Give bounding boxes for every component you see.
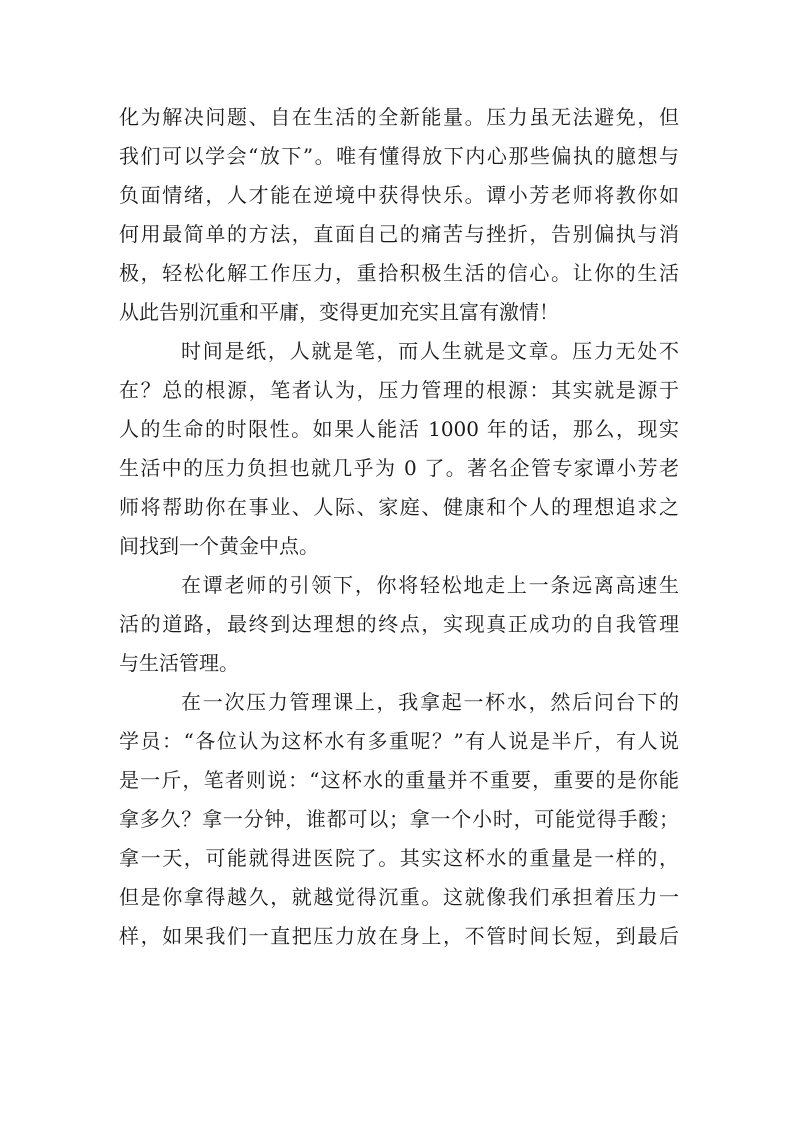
text-line: 拿一天，可能就得进医院了。其实这杯水的重量是一样的， bbox=[119, 846, 679, 870]
text-line: 是一斤，笔者则说：“这杯水的重量并不重要，重要的是你能 bbox=[119, 768, 679, 792]
text-line: 我们可以学会“放下”。唯有懂得放下内心那些偏执的臆想与 bbox=[119, 144, 679, 168]
text-line: 人的生命的时限性。如果人能活 1000 年的话，那么，现实 bbox=[119, 417, 679, 441]
text-line: 生活中的压力负担也就几乎为 0 了。著名企管专家谭小芳老 bbox=[119, 456, 679, 480]
text-line: 从此告别沉重和平庸，变得更加充实且富有激情！ bbox=[119, 300, 559, 324]
text-line: 化为解决问题、自在生活的全新能量。压力虽无法避免，但 bbox=[119, 105, 679, 129]
paragraph-1 bbox=[119, 98, 679, 332]
text-line: 在谭老师的引领下，你将轻松地走上一条远离高速生 bbox=[181, 573, 679, 597]
text-line: 何用最简单的方法，直面自己的痛苦与挫折，告别偏执与消 bbox=[119, 222, 679, 246]
paragraph-3 bbox=[119, 566, 679, 683]
text-line: 时间是纸，人就是笔，而人生就是文章。压力无处不 bbox=[181, 339, 679, 363]
text-line: 负面情绪，人才能在逆境中获得快乐。谭小芳老师将教你如 bbox=[119, 183, 679, 207]
text-line: 在？总的根源，笔者认为，压力管理的根源：其实就是源于 bbox=[119, 378, 679, 402]
body-text bbox=[119, 98, 679, 956]
text-line: 师将帮助你在事业、人际、家庭、健康和个人的理想追求之 bbox=[119, 495, 679, 519]
text-line: 活的道路，最终到达理想的终点，实现真正成功的自我管理 bbox=[119, 612, 679, 636]
text-line: 在一次压力管理课上，我拿起一杯水，然后问台下的 bbox=[181, 690, 679, 714]
text-line: 与生活管理。 bbox=[119, 651, 239, 675]
paragraph-2 bbox=[119, 332, 679, 566]
text-line: 拿多久？拿一分钟，谁都可以；拿一个小时，可能觉得手酸； bbox=[119, 807, 679, 831]
text-line: 间找到一个黄金中点。 bbox=[119, 534, 319, 558]
text-line: 学员：“各位认为这杯水有多重呢？”有人说是半斤，有人说 bbox=[119, 729, 679, 753]
text-line: 但是你拿得越久，就越觉得沉重。这就像我们承担着压力一 bbox=[119, 885, 679, 909]
text-line: 样，如果我们一直把压力放在身上，不管时间长短，到最后 bbox=[119, 924, 679, 948]
text-line: 极，轻松化解工作压力，重拾积极生活的信心。让你的生活 bbox=[119, 261, 679, 285]
paragraph-4 bbox=[119, 683, 679, 956]
